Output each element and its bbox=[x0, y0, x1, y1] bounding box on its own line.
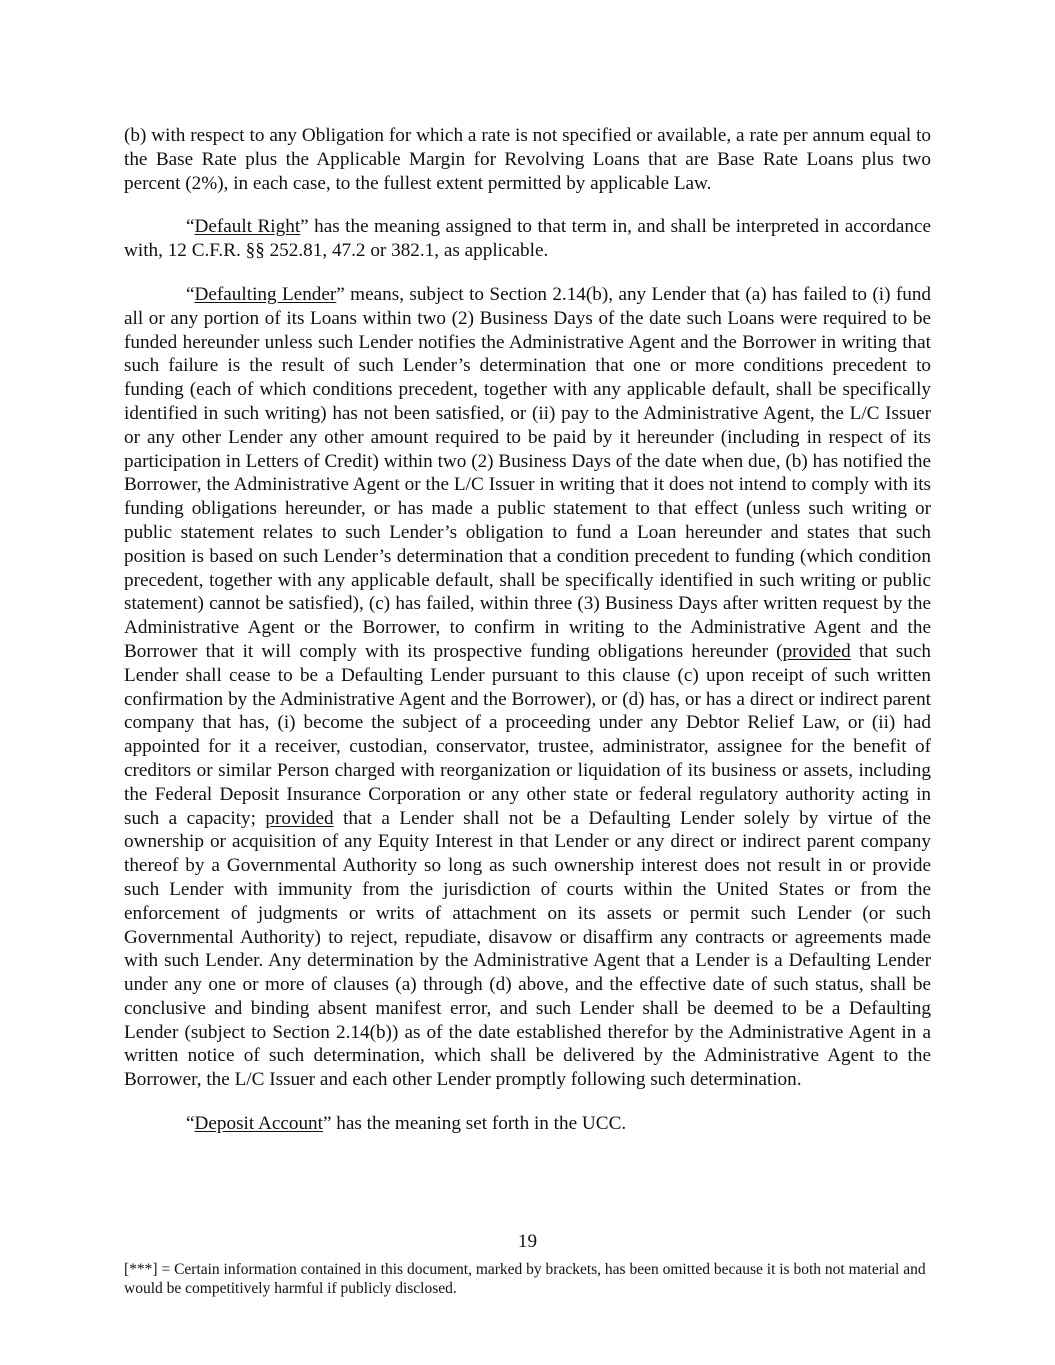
footnote: [***] = Certain information contained in this document, marked by brackets, has been omitted because it is both not material and would be competitively harmful if publicly disclosed. bbox=[124, 1261, 926, 1297]
document-body bbox=[124, 124, 931, 1156]
open-quote: “ bbox=[186, 216, 195, 238]
definition-text-part-2: that such Lender shall cease to be a Defaulting Lender pursuant to this clause (c) upon receipt of such written confirmation by the Administrative Agent and the Borrower), or (d) has, or has a direct or indirect parent company that has, (i) become the subject of a proceeding under any Debtor Relief Law, or (ii) had appointed for it a receiver, custodian, conservator, trustee, administrator, assignee for the benefit of creditors or similar Person charged with reorganization or liquidation of its business or assets, including the Federal Deposit Insurance Corporation or any other state or federal regulatory authority acting in such a capacity; bbox=[124, 640, 931, 829]
definition-text-part-1: ” means, subject to Section 2.14(b), any Lender that (a) has failed to (i) fund all or any portion of its Loans within two (2) Business Days of the date such Loans were required to be funded hereunder unless such Lender notifies the Administrative Agent and the Borrower in writing that such failure is the result of such Lender’s determination that one or more conditions precedent to funding (each of which conditions precedent, together with any applicable default, shall be specifically identified in such writing) has not been satisfied, or (ii) pay to the Administrative Agent, the L/C Issuer or any other Lender any other amount required to be paid by it hereunder (including in respect of its participation in Letters of Credit) within two (2) Business Days of the date when due, (b) has notified the Borrower, the Administrative Agent or the L/C Issuer in writing that it does not intend to comply with its funding obligations hereunder, or has made a public statement to that effect (unless such writing or public statement relates to such Lender’s obligation to fund a Loan hereunder and states that such position is based on such Lender’s determination that a condition precedent to funding (which condition precedent, together with any applicable default, shall be specifically identified in such writing or public statement) cannot be satisfied), (c) has failed, within three (3) Business Days after written request by the Administrative Agent or the Borrower, to confirm in writing to the Administrative Agent and the Borrower that it will comply with its prospective funding obligations hereunder ( bbox=[124, 283, 932, 662]
open-quote: “ bbox=[186, 283, 195, 305]
defined-term-deposit-account: Deposit Account bbox=[194, 1113, 323, 1135]
defined-term-default-right: Default Right bbox=[194, 216, 301, 238]
paragraph-deposit-account bbox=[124, 1112, 931, 1136]
page-number: 19 bbox=[517, 1231, 538, 1252]
provided-term-1: provided bbox=[782, 640, 851, 662]
paragraph-default-right bbox=[124, 215, 931, 263]
definition-text: ” has the meaning set forth in the UCC. bbox=[322, 1113, 627, 1135]
paragraph-defaulting-lender bbox=[124, 283, 931, 1092]
defined-term-defaulting-lender: Defaulting Lender bbox=[194, 283, 337, 305]
definition-text-part-3: that a Lender shall not be a Defaulting Lender solely by virtue of the ownership or acquisition of any Equity Interest in that Lender or any direct or indirect parent company thereof by a Governmental Authority so long as such ownership interest does not result in or provide such Lender with immunity from the jurisdiction of courts within the United States or from the enforcement of judgments or writs of attachment on its assets or permit such Lender (or such Governmental Authority) to reject, repudiate, disavow or disaffirm any contracts or agreements made with such Lender. Any determination by the Administrative Agent that a Lender is a Defaulting Lender under any one or more of clauses (a) through (d) above, and the effective date of such status, shall be conclusive and binding absent manifest error, and such Lender shall be deemed to be a Defaulting Lender (subject to Section 2.14(b)) as of the date established therefor by the Administrative Agent in a written notice of such determination, which shall be delivered by the Administrative Agent to the Borrower, the L/C Issuer and each other Lender promptly following such determination. bbox=[124, 807, 931, 1091]
provided-term-2: provided bbox=[265, 807, 334, 829]
paragraph-rate-clause: (b) with respect to any Obligation for which a rate is not specified or available, a rate per annum equal to the Base Rate plus the Applicable Margin for Revolving Loans that are Base Rate Loans plus two percent (2%), in each case, to the fullest extent permitted by applicable Law. bbox=[124, 125, 931, 194]
definition-text: ” has the meaning assigned to that term in, and shall be interpreted in accordance with, 12 C.F.R. §§ 252.81, 47.2 or 382.1, as applicable. bbox=[124, 216, 931, 262]
open-quote: “ bbox=[186, 1113, 195, 1135]
